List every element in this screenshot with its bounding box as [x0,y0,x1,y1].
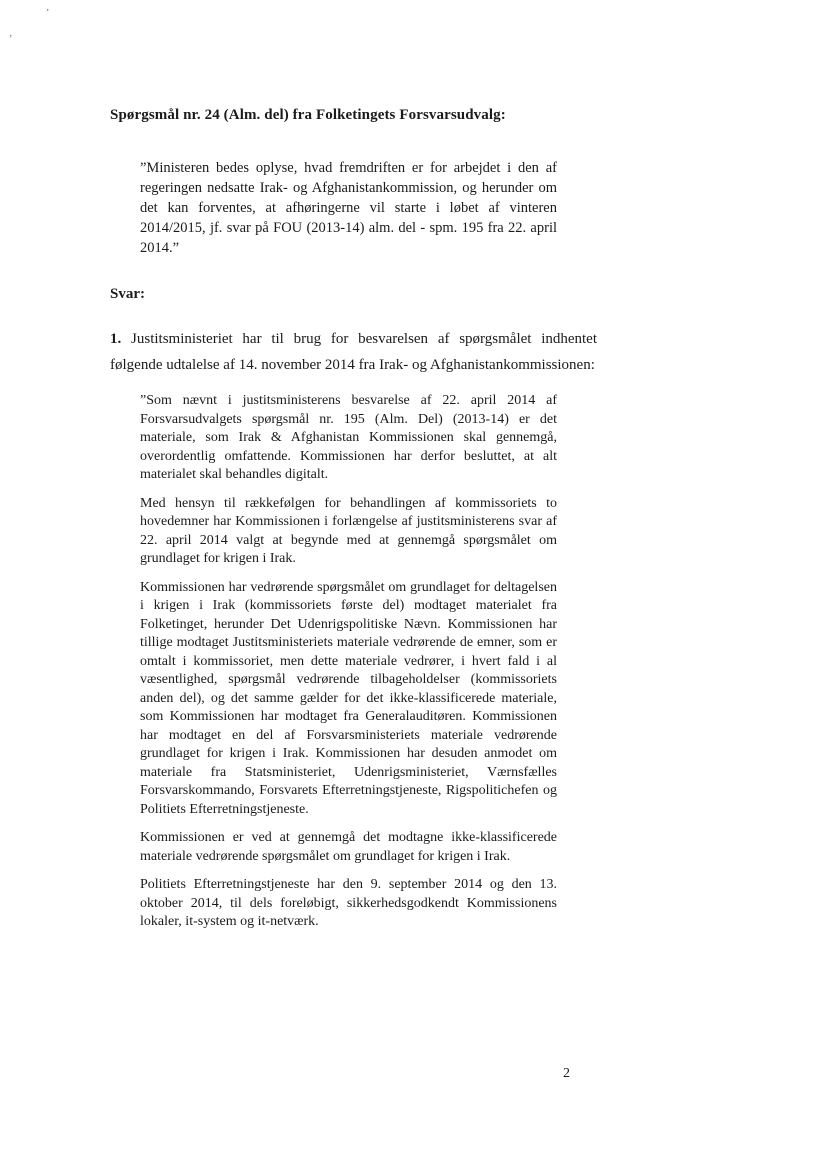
page-number: 2 [563,1066,570,1081]
statement-paragraph-3: Kommissionen har vedrørende spørgsmålet om grundlaget for deltagelsen i krigen i Irak (kommissoriets første del) modtaget materialet fra Folketinget, herunder Det Udenrigspolitiske Nævn. Kommissionen har tillige modtaget Justitsministeriets materiale vedrørende de emner, som er omtalt i kommissoriet, men dette materiale vedrører, i hvert fald i al væsentlighed, spørgsmål vedrørende tilbageholdelser (kommissoriets anden del), og det samme gælder for det ikke-klassificerede materiale, som Kommissionen har modtaget fra Generalauditøren. Kommissionen har modtaget en del af Forsvarsministeriets materiale vedrørende grundlaget for krigen i Irak. Kommissionen har desuden anmodet om materiale fra Statsministeriet, Udenrigsministeriet, Værnsfælles Forsvarskommando, Forsvarets Efterretningstjeneste, Rigspolitichefen og Politiets Efterretningstjeneste. [140,579,557,817]
intro-paragraph [110,326,597,378]
document-title: Spørgsmål nr. 24 (Alm. del) fra Folketingets Forsvarsudvalg: [110,107,506,123]
statement-paragraph-1: ”Som nævnt i justitsministerens besvarelse af 22. april 2014 af Forsvarsudvalgets spørgsmål nr. 195 (Alm. Del) (2013-14) er det materiale, som Irak & Afghanistan Kommissionen skal gennemgå, overordentlig omfattende. Kommissionen har derfor besluttet, at alt materialet skal behandles digitalt. [140,393,557,482]
statement-paragraph-4: Kommissionen er ved at gennemgå det modtagne ikke-klassificerede materiale vedrørende spørgsmålet om grundlaget for krigen i Irak. [140,830,557,864]
statement-block [140,392,557,932]
statement-paragraph-2: Med hensyn til rækkefølgen for behandlingen af kommissoriets to hovedemner har Kommissionen i forlængelse af justitsministerens svar af 22. april 2014 valgt at begynde med at gennemgå spørgsmålet om grundlaget for krigen i Irak. [140,495,557,566]
intro-text: Justitsministeriet har til brug for besvarelsen af spørgsmålet indhentet følgende udtalelse af 14. november 2014 fra Irak- og Afghanistankommissionen: [110,331,598,373]
statement-paragraph-5: Politiets Efterretningstjeneste har den 9. september 2014 og den 13. oktober 2014, til dels foreløbigt, sikkerhedsgodkendt Kommissionens lokaler, it-system og it-netværk. [140,877,557,929]
scan-artifact-icon: ’ [6,32,13,46]
intro-number: 1. [110,331,122,347]
question-quote-paragraph: ”Ministeren bedes oplyse, hvad fremdriften er for arbejdet i den af regeringen nedsatte Irak- og Afghanistankommission, og herunder om det kan forventes, at afhøringerne vil starte i løbet af vinteren 2014/2015, jf. svar på FOU (2013-14) alm. del - spm. 195 fra 22. april 2014.” [140,160,557,256]
scan-artifact-icon: ’ [43,6,50,20]
answer-label: Svar: [110,286,145,302]
